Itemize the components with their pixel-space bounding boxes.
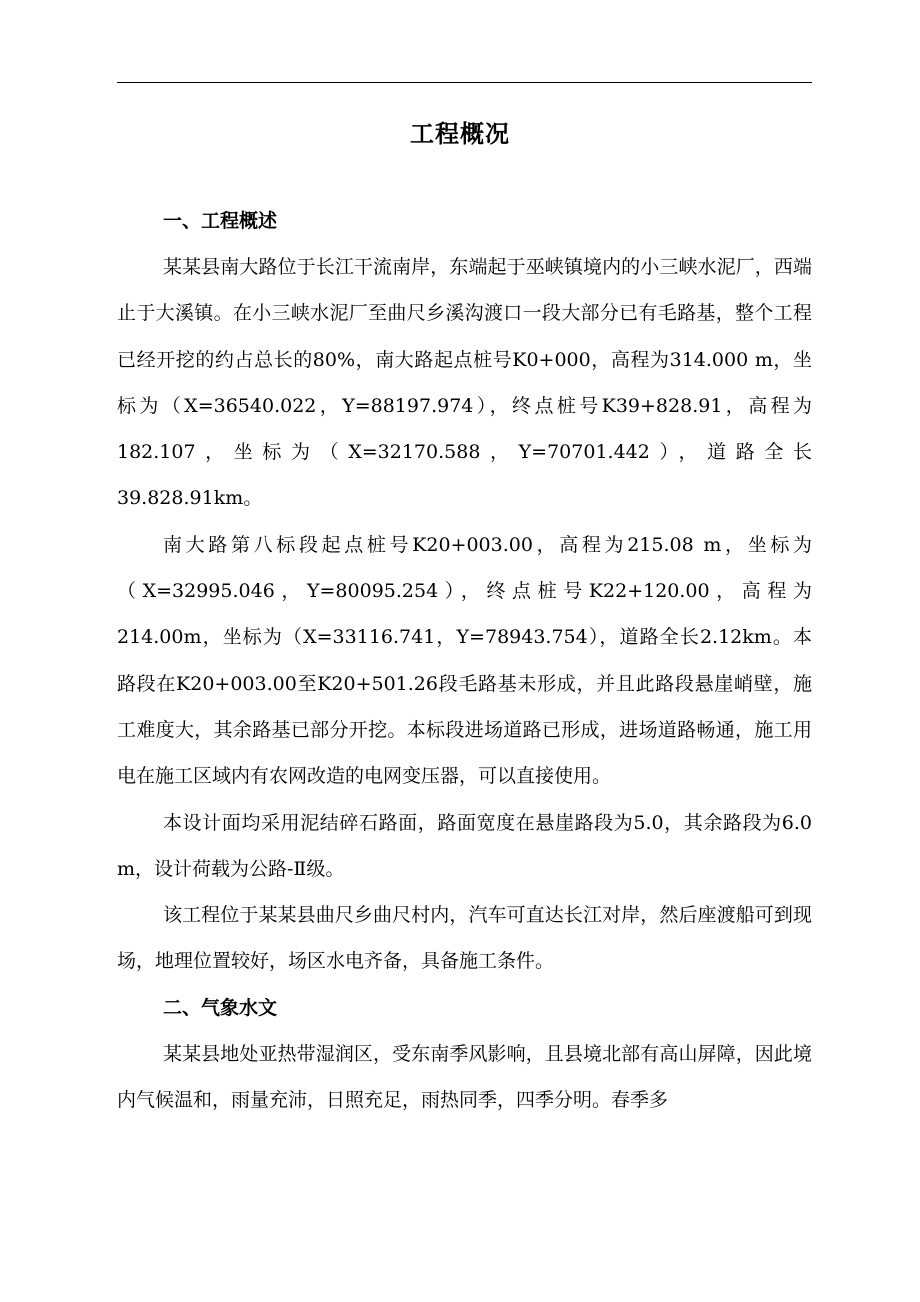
paragraph-overview-3: 本设计面均采用泥结碎石路面，路面宽度在悬崖路段为5.0，其余路段为6.0 m，设计荷载为公路-Ⅱ级。 (117, 811, 812, 880)
paragraph-overview-4: 该工程位于某某县曲尺乡曲尺村内，汽车可直达长江对岸，然后座渡船可到现场，地理位置较好，场区水电齐备，具备施工条件。 (117, 904, 812, 973)
section-heading-overview: 一、工程概述 (163, 210, 278, 232)
page-title: 工程概况 (410, 120, 510, 148)
section-heading-climate: 二、气象水文 (163, 996, 278, 1019)
document-body (117, 198, 812, 1123)
paragraph-overview-2: 南大路第八标段起点桩号K20+003.00，高程为215.08 m，坐标为（X=32995.046，Y=80095.254），终点桩号K22+120.00，高程为214.00m，坐标为（X=33116.741，Y=78943.754），道路全长2.12km。本路段在K20+003.00至K20+501.26段毛路基未形成，并且此路段悬崖峭壁，施工难度大，其余路基已部分开挖。本标段进场道路已形成，进场道路畅通，施工用电在施工区域内有农网改造的电网变压器，可以直接使用。 (117, 533, 812, 788)
paragraph-climate-1: 某某县地处亚热带湿润区，受东南季风影响，且县境北部有高山屏障，因此境内气候温和，雨量充沛，日照充足，雨热同季，四季分明。春季多 (117, 1042, 812, 1112)
header-rule (117, 82, 812, 83)
paragraph-overview-1: 某某县南大路位于长江干流南岸，东端起于巫峡镇境内的小三峡水泥厂，西端止于大溪镇。在小三峡水泥厂至曲尺乡溪沟渡口一段大部分已有毛路基，整个工程已经开挖的约占总长的80%，南大路起点桩号K0+000，高程为314.000 m，坐标为（X=36540.022，Y=88197.974），终点桩号K39+828.91，高程为182.107，坐标为（X=32170.588，Y=70701.442），道路全长39.828.91km。 (117, 256, 812, 510)
